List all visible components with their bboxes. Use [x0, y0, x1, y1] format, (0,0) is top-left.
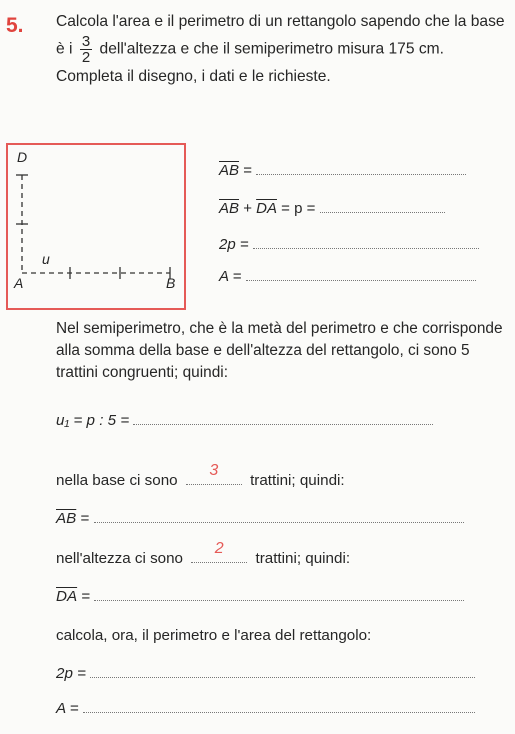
base-blank [186, 462, 242, 485]
base-text-post: trattini; quindi: [250, 472, 345, 489]
perimeter-label: 2p = [56, 665, 86, 682]
fraction [80, 34, 92, 65]
line-ab [219, 162, 466, 179]
drawing-box [6, 143, 186, 310]
intro-part-2: dell'altezza e che il semiperimetro misura 175 cm. Completa il disegno, i dati e le richieste. [56, 40, 444, 85]
final-perimeter-line [56, 665, 475, 682]
answer-blank [83, 700, 475, 713]
line-area [219, 268, 476, 285]
label-u: u [42, 251, 50, 267]
label-b: B [166, 275, 176, 291]
da-line [56, 588, 464, 605]
u-line [56, 412, 433, 429]
rectangle-drawing [8, 145, 184, 308]
area-label: A = [56, 700, 79, 717]
line-2p [219, 236, 479, 253]
label-d: D [17, 149, 28, 165]
equals: = [80, 510, 90, 527]
base-text: nella base ci sono [56, 472, 178, 489]
label-a: A [14, 275, 24, 291]
equals: = [81, 588, 91, 605]
ab-line [56, 510, 464, 527]
answer-blank [253, 236, 479, 249]
ab-segment: $\overline{AB}$ [219, 162, 240, 179]
height-answer: 2 [214, 540, 224, 557]
da-segment: $\overline{DA}$ [56, 588, 78, 605]
area-label: A = [219, 268, 242, 285]
plus: + [243, 200, 252, 217]
answer-blank [94, 510, 464, 523]
height-blank [191, 540, 247, 563]
height-text-post: trattini; quindi: [255, 550, 351, 567]
final-instruction: calcola, ora, il perimetro e l'area del rettangolo: [56, 627, 372, 644]
answer-blank [94, 588, 464, 601]
ab-segment: $\overline{AB}$ [219, 200, 240, 217]
da-segment: $\overline{DA}$ [256, 200, 277, 217]
fraction-denominator: 2 [81, 49, 91, 66]
exercise-text [56, 10, 508, 89]
base-line [56, 462, 345, 489]
answer-blank [90, 665, 475, 678]
unit-label: u₁ = p : 5 = [56, 412, 130, 429]
answer-blank [246, 268, 476, 281]
explanation-paragraph: Nel semiperimetro, che è la metà del perimetro e che corrisponde alla somma della base e dell'altezza del rettangolo, ci sono 5 trattini congruenti; quindi: [56, 320, 503, 381]
height-line [56, 540, 351, 567]
answer-blank [320, 200, 445, 213]
answer-blank [256, 162, 466, 175]
line-ab-da [219, 200, 445, 217]
equals-p: = p = [281, 200, 316, 217]
base-answer: 3 [209, 462, 219, 479]
ab-segment: $\overline{AB}$ [56, 510, 77, 527]
fraction-numerator: 3 [81, 33, 91, 50]
final-area-line [56, 700, 475, 717]
height-text: nell'altezza ci sono [56, 550, 184, 567]
intro-part-1: Calcola l'area e il perimetro di un rettangolo sapendo che la base è i [56, 13, 505, 58]
answer-blank [133, 412, 433, 425]
exercise-number: 5. [6, 14, 24, 37]
perimeter-label: 2p = [219, 236, 249, 253]
equals: = [243, 162, 252, 179]
